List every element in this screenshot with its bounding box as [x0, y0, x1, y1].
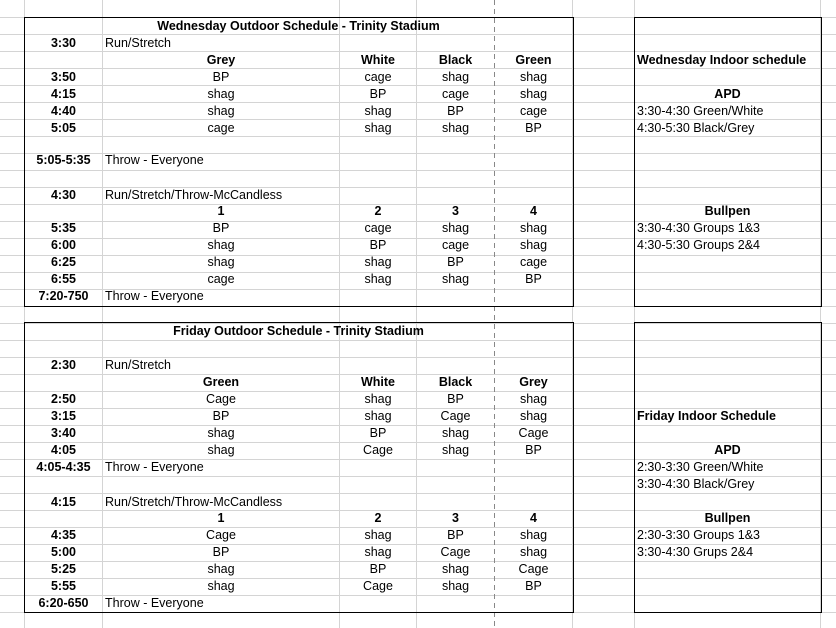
friday-indoor-bullpen-label: Bullpen [704, 511, 751, 525]
friday-station-cell: BP [447, 528, 464, 542]
friday-station-cell: shag [207, 562, 235, 576]
wednesday-group-header: White [360, 53, 396, 67]
wednesday-station-cell: cage [364, 70, 392, 84]
wednesday-indoor-bullpen-slot: 4:30-5:30 Groups 2&4 [637, 238, 760, 252]
wednesday-station-cell: cage [519, 104, 548, 118]
wednesday-station-cell: shag [519, 221, 548, 235]
friday-run-time: 2:30 [50, 358, 77, 372]
friday-throw2-activity: Throw - Everyone [105, 596, 204, 610]
wednesday-group-number-header: 4 [530, 204, 537, 218]
wednesday-station-cell: shag [441, 272, 470, 286]
wednesday-station-cell: cage [207, 121, 235, 135]
wednesday-station-cell: shag [519, 70, 548, 84]
friday-run2-time: 4:15 [50, 495, 77, 509]
wednesday-station-cell: shag [364, 121, 392, 135]
wednesday-station-cell: cage [441, 87, 470, 101]
wednesday-station-cell: shag [441, 70, 470, 84]
friday-station-cell: BP [369, 562, 387, 576]
friday-indoor-apd-slot: 2:30-3:30 Green/White [637, 460, 764, 474]
wednesday-run-activity: Run/Stretch [105, 36, 172, 50]
wednesday-indoor-apd-slot: 4:30-5:30 Black/Grey [637, 121, 755, 135]
wednesday-run2-activity: Run/Stretch/Throw-McCandless [105, 188, 283, 202]
friday-station-cell: shag [364, 545, 392, 559]
friday-station-cell: shag [207, 426, 235, 440]
wednesday-time: 5:05 [50, 121, 77, 135]
friday-station-cell: shag [519, 392, 548, 406]
friday-station-cell: Cage [206, 392, 236, 406]
wednesday-station-cell: BP [525, 272, 542, 286]
friday-station-cell: BP [447, 392, 464, 406]
friday-throw-time: 4:05-4:35 [36, 460, 91, 474]
friday-station-cell: Cage [206, 528, 236, 542]
wednesday-time: 4:40 [50, 104, 77, 118]
wednesday-throw-activity: Throw - Everyone [105, 153, 204, 167]
friday-station-cell: BP [212, 545, 230, 559]
friday-station-cell: BP [212, 409, 230, 423]
friday-station-cell: shag [364, 528, 392, 542]
friday-station-cell: BP [525, 579, 542, 593]
wednesday-station-cell: shag [364, 104, 392, 118]
friday-group-number-header: 2 [374, 511, 382, 525]
wednesday-station-cell: BP [369, 238, 387, 252]
wednesday-station-cell: shag [441, 121, 470, 135]
wednesday-station-cell: cage [441, 238, 470, 252]
friday-run-activity: Run/Stretch [105, 358, 172, 372]
friday-station-cell: Cage [440, 409, 471, 423]
friday-indoor-apd-slot: 3:30-4:30 Black/Grey [637, 477, 755, 491]
friday-station-cell: Cage [363, 579, 393, 593]
wednesday-group-number-header: 2 [374, 204, 382, 218]
wednesday-station-cell: cage [207, 272, 235, 286]
wednesday-station-cell: shag [207, 238, 235, 252]
friday-group-header: White [360, 375, 396, 389]
wednesday-indoor-bullpen-label: Bullpen [704, 204, 751, 218]
friday-time: 4:05 [50, 443, 77, 457]
friday-time: 2:50 [50, 392, 77, 406]
friday-station-cell: shag [519, 528, 548, 542]
friday-station-cell: shag [441, 426, 470, 440]
wednesday-group-header: Black [438, 53, 473, 67]
wednesday-time: 4:15 [50, 87, 77, 101]
friday-title: Friday Outdoor Schedule - Trinity Stadium [173, 324, 424, 338]
friday-run2-activity: Run/Stretch/Throw-McCandless [105, 495, 283, 509]
friday-time: 5:00 [50, 545, 77, 559]
wednesday-station-cell: BP [212, 221, 230, 235]
friday-station-cell: BP [525, 443, 542, 457]
friday-station-cell: shag [364, 409, 392, 423]
friday-group-number-header: 4 [530, 511, 537, 525]
wednesday-station-cell: shag [441, 221, 470, 235]
friday-station-cell: Cage [440, 545, 471, 559]
wednesday-station-cell: BP [447, 104, 464, 118]
wednesday-station-cell: BP [525, 121, 542, 135]
wednesday-indoor-apd-label: APD [714, 87, 741, 101]
friday-station-cell: shag [207, 443, 235, 457]
friday-indoor-bullpen-slot: 2:30-3:30 Groups 1&3 [637, 528, 760, 542]
wednesday-station-cell: cage [364, 221, 392, 235]
friday-time: 5:55 [50, 579, 77, 593]
wednesday-station-cell: BP [369, 87, 387, 101]
wednesday-group-header: Grey [206, 53, 236, 67]
wednesday-indoor-bullpen-slot: 3:30-4:30 Groups 1&3 [637, 221, 760, 235]
friday-throw2-time: 6:20-650 [38, 596, 89, 610]
wednesday-station-cell: shag [519, 238, 548, 252]
wednesday-time: 3:50 [50, 70, 77, 84]
wednesday-station-cell: shag [364, 255, 392, 269]
friday-station-cell: Cage [363, 443, 393, 457]
wednesday-station-cell: shag [207, 104, 235, 118]
wednesday-time: 5:35 [50, 221, 77, 235]
friday-station-cell: shag [441, 443, 470, 457]
friday-time: 3:15 [50, 409, 77, 423]
wednesday-group-number-header: 3 [452, 204, 459, 218]
friday-group-header: Grey [519, 375, 548, 389]
friday-time: 5:25 [50, 562, 77, 576]
wednesday-station-cell: shag [364, 272, 392, 286]
wednesday-indoor-title: Wednesday Indoor schedule [637, 53, 807, 67]
wednesday-time: 6:00 [50, 238, 77, 252]
wednesday-indoor-apd-slot: 3:30-4:30 Green/White [637, 104, 764, 118]
wednesday-title: Wednesday Outdoor Schedule - Trinity Stadium [157, 19, 440, 33]
friday-station-cell: shag [519, 545, 548, 559]
wednesday-station-cell: cage [519, 255, 548, 269]
friday-time: 3:40 [50, 426, 77, 440]
friday-station-cell: shag [441, 579, 470, 593]
friday-station-cell: shag [519, 409, 548, 423]
friday-indoor-bullpen-slot: 3:30-4:30 Grups 2&4 [637, 545, 754, 559]
friday-group-header: Green [202, 375, 240, 389]
wednesday-station-cell: BP [447, 255, 464, 269]
friday-station-cell: Cage [518, 562, 549, 576]
friday-station-cell: shag [207, 579, 235, 593]
wednesday-group-header: Green [515, 53, 552, 67]
wednesday-time: 6:55 [50, 272, 77, 286]
wednesday-run-time: 3:30 [50, 36, 77, 50]
wednesday-throw2-time: 7:20-750 [38, 289, 89, 303]
wednesday-run2-time: 4:30 [50, 188, 77, 202]
wednesday-throw2-activity: Throw - Everyone [105, 289, 204, 303]
friday-station-cell: Cage [518, 426, 549, 440]
friday-group-number-header: 3 [452, 511, 459, 525]
wednesday-station-cell: shag [207, 87, 235, 101]
wednesday-station-cell: BP [212, 70, 230, 84]
wednesday-throw-time: 5:05-5:35 [36, 153, 91, 167]
friday-time: 4:35 [50, 528, 77, 542]
friday-group-header: Black [438, 375, 473, 389]
wednesday-station-cell: shag [519, 87, 548, 101]
friday-throw-activity: Throw - Everyone [105, 460, 204, 474]
friday-station-cell: BP [369, 426, 387, 440]
friday-station-cell: shag [441, 562, 470, 576]
wednesday-time: 6:25 [50, 255, 77, 269]
friday-group-number-header: 1 [217, 511, 225, 525]
wednesday-station-cell: shag [207, 255, 235, 269]
wednesday-group-number-header: 1 [217, 204, 225, 218]
friday-indoor-title: Friday Indoor Schedule [637, 409, 776, 423]
friday-station-cell: shag [364, 392, 392, 406]
friday-indoor-apd-label: APD [714, 443, 741, 457]
